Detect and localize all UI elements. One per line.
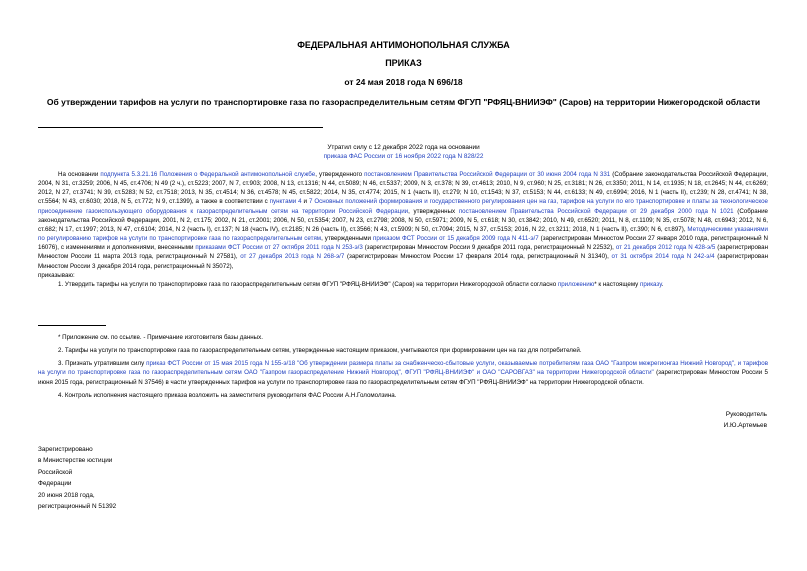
preamble-text-segment: , утвержденными: [321, 235, 374, 243]
preamble-text-segment: (зарегистрирован Минюстом России 17 февраля 2014 года, регистрационный N 31340),: [344, 253, 612, 261]
registration-block: [38, 444, 116, 512]
preamble-paragraph: [38, 170, 768, 271]
item-text-segment: .: [661, 280, 664, 288]
preamble-text-segment: и: [301, 198, 309, 206]
link-appendix[interactable]: приложению: [557, 280, 595, 288]
preamble-text-segment: (зарегистрирован Минюстом России 27 января 2010 года, регистрационный N 16076), с изменениями и дополнениями, внесенными: [38, 235, 768, 252]
order-item-4: 4. Контроль исполнения настоящего приказа возложить на заместителя руководителя ФАС России А.Н.Голомолзина.: [58, 391, 397, 399]
link-fst-order-155[interactable]: приказ ФСТ России от 15 мая 2015 года N 155-э/18 "Об утверждении размера платы за снабженческо-сбытовые услуги, оказываемые потребителям газа ОАО "Газпром межрегионгаз Нижний Новгород", и тарифов на услуги по транспортировке газа по газораспределительным сетям ОАО "Газпром газораспределение Нижний Новгород", ФГУП "РФЯЦ-ВНИИЭФ" и ОАО "САРОВГАЗ" на территории Нижегородской области": [38, 360, 768, 377]
footnote: * Приложение см. по ссылке. - Примечание изготовителя базы данных.: [58, 334, 263, 341]
registration-line: Федерации: [38, 480, 72, 488]
signatory-position: Руководитель: [725, 411, 767, 418]
link-this-order[interactable]: приказу: [639, 280, 662, 288]
registration-line: регистрационный N 51392: [38, 503, 117, 511]
item-text-segment: 3. Признать утратившим силу: [58, 360, 147, 368]
link-fas-regulation-point[interactable]: подпункта 5.3.21.16 Положения о Федеральной антимонопольной службе: [100, 171, 316, 178]
link-methodical-guidelines[interactable]: Методическими указаниями по регулированию тарифов на услуги по транспортировке газа по газораспределительным сетям: [38, 225, 768, 243]
item-text-segment: (зарегистрирован Минюстом России 5 июня 2015 года, регистрационный N 37546) в части утвержденных тарифов на услуги по транспортировке газа по газораспределительным сетям ФГУП "РФЯЦ-ВНИИЭФ" на территории Нижегородской области.: [38, 369, 768, 386]
document-type: ПРИКАЗ: [385, 58, 422, 68]
registration-line: 20 июня 2018 года,: [38, 491, 95, 499]
link-government-decree-1021[interactable]: постановлением Правительства Российской Федерации от 29 декабря 2000 года N 1021: [458, 207, 734, 215]
link-fst-order-428[interactable]: от 21 декабря 2012 года N 428-э/5: [615, 244, 716, 252]
lost-force-note: Утратил силу с 12 декабря 2022 года на основании: [327, 144, 480, 151]
link-basic-provisions[interactable]: Основных положений формирования и государственного регулирования цен на газ, тарифов на услуги по его транспортировке и платы за технологическое присоединение газоиспользующего оборудования к газораспределительным сетям на территории Российской Федерации: [38, 198, 768, 215]
order-item-2: 2. Тарифы на услуги по транспортировке газа по газораспределительным сетям, утвержденные настоящим приказом, учитываются при формировании цен на газ для потребителей.: [58, 347, 582, 355]
registration-line: в Министерстве юстиции: [38, 457, 113, 465]
preamble-text-segment: , утвержденных: [408, 207, 459, 215]
preamble-text-segment: На основании: [58, 171, 101, 178]
link-fst-order-411[interactable]: приказом ФСТ России от 15 декабря 2009 года N 411-э/7: [373, 235, 539, 243]
item-text-segment: 1. Утвердить тарифы на услуги по транспортировке газа по газораспределительным сетям ФГУП "РФЯЦ-ВНИИЭФ" (Саров) на территории Нижегородской области согласно: [58, 280, 558, 288]
document-date-number: от 24 мая 2018 года N 696/18: [344, 77, 463, 87]
header-divider: [38, 127, 323, 128]
link-point-7[interactable]: 7: [308, 198, 313, 206]
footnote-divider: [38, 325, 106, 326]
agency-name: ФЕДЕРАЛЬНАЯ АНТИМОНОПОЛЬНАЯ СЛУЖБА: [297, 40, 510, 50]
preamble-text-segment: (зарегистрирован Минюстом России 11 марта 2013 года, регистрационный N 27581),: [38, 244, 768, 261]
preamble-text-segment: (Собрание законодательства Российской Федерации, 2001, N 2, ст.175; 2002, N 21, ст.2001; 2006, N 50, ст.5354; 2007, N 23, ст.2798; 2008, N 50, ст.5971; 2009, N 5, ст.618; N 30, ст.3842; 2010, N 49, ст.6520; 2011, N 8, ст.1109; N 35, ст.5078; N 48, ст.6943; 2012, N 6, ст.682; N 17, ст.1997; 2013, N 47, ст.6104; 2014, N 2 (часть I), ст.137; N 18 (часть IV), ст.2185; N 26 (часть II), ст.3566; N 43, ст.5909; N 50, ст.7094; 2015, N 37, ст.5153; 2016, N 22, ст.3211; 2018, N 1 (часть II), ст.390; N 6, ст.897),: [38, 207, 768, 233]
link-points-4[interactable]: пунктами 4: [269, 198, 302, 206]
preamble-text-segment: , утвержденного: [315, 171, 365, 178]
link-fst-order-242[interactable]: от 31 октября 2014 года N 242-э/4: [611, 253, 715, 261]
signatory-name: И.Ю.Артемьев: [723, 422, 767, 429]
order-item-1: [38, 280, 768, 289]
lost-force-link-line: [40, 152, 767, 161]
order-word: приказываю:: [38, 271, 75, 279]
preamble-text-segment: (зарегистрирован Минюстом России 9 декабря 2011 года, регистрационный N 22532),: [362, 244, 616, 252]
document-subject: Об утверждении тарифов на услуги по транспортировке газа по газораспределительным сетям ФГУП "РФЯЦ-ВНИИЭФ" (Саров) на территории Нижегородской области: [46, 97, 761, 107]
link-government-decree-331[interactable]: постановлением Правительства Российской Федерации от 30 июня 2004 года N 331: [364, 171, 611, 178]
preamble-text-segment: (зарегистрирован Минюстом России 3 декабря 2014 года, регистрационный N 35072),: [38, 253, 769, 270]
order-item-3: [38, 359, 768, 386]
order-items: [38, 333, 768, 400]
preamble-text-segment: (Собрание законодательства Российской Федерации, 2004, N 31, ст.3259; 2006, N 45, ст.4706; N 49 (2 ч.), ст.5223; 2007, N 7, ст.903; 2008, N 13, ст.1316; N 44, ст.5089; N 46, ст.5337; 2009, N 3, ст.378; N 39, ст.4613; 2010, N 9, ст.960; N 25, ст.3181; N 26, ст.3350; 2011, N 14, ст.1935; N 18, ст.2645; N 44, ст.6269; 2012, N 27, ст.3741; N 39, ст.5283; N 52, ст.7518; 2013, N 35, ст.4514; N 36, ст.4578; N 45, ст.5822; 2014, N 35, ст.4774; 2015, N 1 (часть II), ст.279; N 10, ст.1543; N 37, ст.5153; N 44, ст.6133; N 49, ст.6994; 2016, N 1 (часть II), ст.239; N 28, ст.4741; N 38, ст.5564; N 43, ст.6030; 2018, N 5, ст.772; N 9, ст.1399), а также в соответствии с: [38, 171, 768, 206]
lost-force-link[interactable]: приказа ФАС России от 16 ноября 2022 года N 828/22: [323, 153, 484, 160]
link-fst-order-268[interactable]: от 27 декабря 2013 года N 268-э/7: [240, 253, 345, 261]
item-text-segment: * к настоящему: [594, 280, 640, 288]
preamble-text: [38, 170, 768, 289]
registration-line: Российской: [38, 468, 73, 476]
link-fst-order-253[interactable]: приказами ФСТ России от 27 октября 2011 года N 253-э/3: [195, 244, 363, 252]
registration-line: Зарегистрировано: [38, 446, 93, 453]
